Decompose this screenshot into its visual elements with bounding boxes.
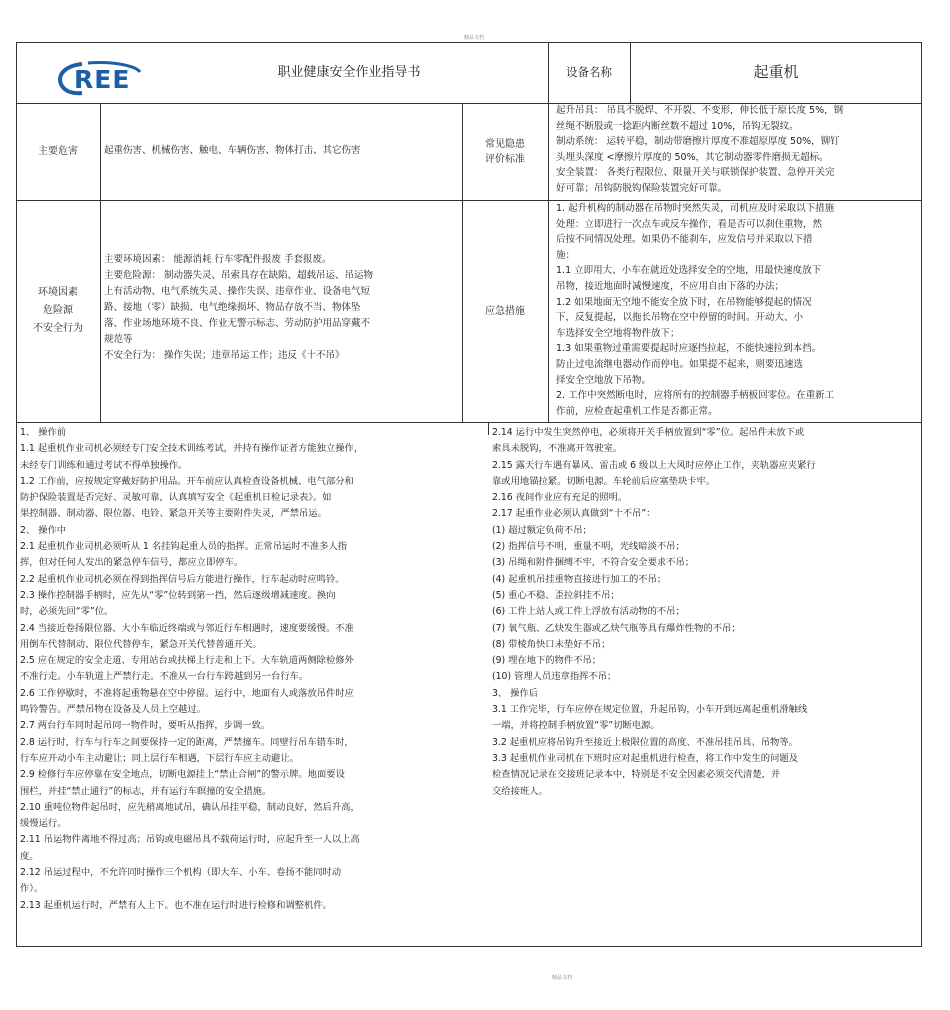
header-watermark-text: 精品文档 (464, 35, 485, 41)
hidden-danger-label (462, 103, 548, 200)
procedure-line: 挥，但对任何人发出的紧急停车信号，都应立即停车。 (20, 557, 244, 569)
procedure-line: 作）。 (20, 883, 44, 895)
hidden-danger-label-line: 评价标准 (485, 153, 525, 165)
procedure-line: 检查情况记录在交接班记录本中，特别是不安全因素必须交代清楚，并 (492, 769, 781, 781)
procedure-line: 1.2 工作前，应按规定穿戴好防护用品。开车前应认真检查设备机械、电气部分和 (20, 475, 354, 487)
procedure-line: (7) 氧气瓶、乙炔发生器或乙炔气瓶等具有爆炸性物的不吊； (492, 622, 741, 634)
column-divider (100, 103, 101, 422)
procedure-line: 缓慢运行。 (20, 818, 67, 830)
environment-line: 规范等 (104, 334, 133, 345)
emergency-line: 后按不同情况处理。如果仍不能刹车，应发信号并采取以下措 (556, 234, 813, 246)
environment-label (16, 200, 100, 422)
footer-watermark-text: 精品文档 (552, 975, 573, 981)
procedure-line: 不准行走。小车轨道上严禁行走。不准从一台行车跨越到另一台行车。 (20, 671, 309, 683)
procedure-line: 2.3 操作控制器手柄时，应先从“零”位转到第一挡，然后逐级增减速度。换向 (20, 589, 336, 601)
environment-line: 主要环境因素： 能源消耗 行车零配件报废 手套报废。 (104, 254, 332, 265)
emergency-line: 防止过电流继电器动作而停电。如果提不起来，则要迅速选 (556, 358, 804, 370)
environment-line: 上有活动物、电气系统失灵、操作失误、违章作业、设备电气短 (104, 286, 371, 297)
procedure-line: 围栏，并挂“禁止通行”的标志，并有运行车瞑撞的安全措施。 (20, 785, 272, 797)
procedure-line: 3.1 工作完毕，行车应停在规定位置，升起吊钩，小车开到远离起重机滑触线 (492, 704, 808, 716)
column-divider (488, 422, 489, 435)
row-divider (16, 422, 922, 423)
emergency-label: 应急措施 (485, 305, 525, 317)
procedure-line: 行车应开动小车主动避让；同上层行车相遇，下层行车应主动避让。 (20, 752, 299, 764)
procedure-line: 一端，并将控制手柄放置“零”切断电源。 (492, 720, 660, 732)
procedure-line: 3.3 起重机作业司机在下班时应对起重机进行检查，将工作中发生的问题及 (492, 752, 798, 764)
procedure-line: 2.13 起重机运行时，严禁有人上下。也不准在运行时进行检修和调整机件。 (20, 899, 332, 911)
emergency-line: 下，反复提起，以拖长吊物在空中停留的时间。开动大、小 (556, 312, 804, 324)
environment-line: 不安全行为： 操作失误；违章吊运工作；违反《十不吊》 (104, 350, 345, 361)
document-title: 职业健康安全作业指导书 (277, 65, 421, 80)
procedure-line: 2.8 运行时，行车与行车之间要保持一定的距离，严禁撞车。同壁行吊车错车时， (20, 736, 354, 748)
emergency-line: 1.2 如果地面无空地不能安全放下时，在吊物能够提起的情况 (556, 296, 812, 308)
procedure-line: 2.9 检修行车应停靠在安全地点，切断电源挂上“禁止合闸”的警示牌。地面要设 (20, 769, 345, 781)
criteria-line: 安全装置： 各类行程限位、限量开关与联锁保护装置、急停开关完 (556, 167, 835, 178)
environment-label-line: 危险源 (43, 305, 73, 316)
procedure-line: 2、 操作中 (20, 524, 67, 536)
procedure-line: 靠或用地锚拉紧。切断电源。车轮前后应塞垫块卡牢。 (492, 475, 716, 487)
criteria-line: 头埋头深度 <摩擦片厚度的 50%，其它制动器零件磨损无超标。 (556, 151, 829, 163)
procedure-line: 3、 操作后 (492, 687, 539, 699)
emergency-line: 2. 工作中突然断电时，应将所有的控制器手柄板回零位。在重新工 (556, 390, 835, 402)
procedure-line: (2) 指挥信号不明，重量不明，光线暗淡不吊； (492, 541, 685, 553)
procedure-line: 1、 操作前 (20, 427, 67, 438)
environment-label-line: 环境因素 (38, 287, 78, 298)
hidden-danger-label-line: 常见隐患 (485, 138, 525, 150)
procedure-line: 2.4 当接近卷扬限位器、大小车临近终端或与邻近行车相遇时，速度要缓慢。不准 (20, 622, 354, 634)
procedure-line: 防护保险装置是否完好、灵敏可靠，认真填写安全《起重机日检记录表》。如 (20, 492, 332, 504)
procedure-line: 2.10 重吨位物件起吊时，应先稍离地试吊，确认吊挂平稳，制动良好，然后升高， (20, 801, 360, 813)
procedure-line: 果控制器、制动器、限位器、电铃、紧急开关等主要附件失灵，严禁吊运。 (20, 508, 327, 520)
procedure-line: 索具未脱钩，不准离开驾驶室。 (492, 443, 623, 455)
hazard-value: 起重伤害、机械伤害、触电、车辆伤害、物体打击、其它伤害 (104, 145, 361, 156)
hazard-label: 主要危害 (38, 146, 78, 157)
emergency-measures (556, 201, 918, 419)
emergency-line: 择安全空地放下吊物。 (556, 374, 652, 386)
procedure-line: 2.16 夜间作业应有充足的照明。 (492, 492, 628, 504)
procedure-line: 鸣铃警告。严禁吊物在设备及人员上空越过。 (20, 704, 206, 716)
equipment-label: 设备名称 (566, 65, 612, 79)
emergency-line: 作前，应检查起重机工作是否都正常。 (556, 405, 718, 417)
procedure-left-column (20, 425, 485, 914)
procedure-line: (5) 重心不稳、歪拉斜挂不吊； (492, 589, 620, 601)
procedure-line: (6) 工件上站人或工件上浮放有活动物的不吊； (492, 606, 685, 618)
procedure-line: 2.14 运行中发生突然停电，必须将开关手柄放置到“零”位。起吊件未放下或 (492, 427, 805, 438)
procedure-line: (10) 管理人员违章指挥不吊； (492, 671, 617, 683)
procedure-line: 时，必须先回“零”位。 (20, 606, 114, 618)
criteria-line: 丝绳不断股或一捻距内断丝数不超过 10%，吊钩无裂纹。 (556, 120, 799, 132)
procedure-line: (8) 带棱角快口未垫好不吊； (492, 638, 611, 650)
procedure-line: 1.1 起重机作业司机必须经专门安全技术训练考试，并持有操作证者方能独立操作， (20, 443, 364, 455)
environment-line: 落、作业场地环境不良、作业无警示标志、劳动防护用品穿戴不 (104, 318, 371, 329)
hidden-danger-criteria (556, 103, 918, 196)
emergency-line: 车选择安全空地将物件放下； (556, 327, 680, 339)
emergency-line: 1. 起升机构的制动器在吊物时突然失灵，司机应及时采取以下措施 (556, 203, 835, 214)
emergency-line: 施： (556, 249, 576, 261)
logo-text: REE (74, 65, 131, 94)
equipment-value: 起重机 (753, 63, 799, 81)
procedure-line: (1) 超过额定负荷不吊； (492, 524, 592, 536)
procedure-line: 2.11 吊运物件离地不得过高；吊钩或电磁吊具不载荷运行时，应起升至一人以上高 (20, 834, 360, 846)
criteria-line: 制动系统： 运转平稳，制动带磨擦片厚度不准超原厚度 50%，铆钉 (556, 136, 840, 147)
procedure-line: 未经专门训练和通过考试不得单独操作。 (20, 459, 188, 471)
procedure-line: (9) 埋在地下的物件不吊； (492, 655, 602, 667)
procedure-line: 3.2 起重机应将吊钩升至接近上极限位置的高度、不准吊挂吊具、吊物等。 (492, 736, 798, 748)
procedure-line: 2.2 起重机作业司机必须在得到指挥信号后方能进行操作，行车起动时应鸣铃。 (20, 573, 345, 585)
environment-factors (104, 252, 459, 364)
emergency-line: 1.1 立即用大、小车在就近处选择安全的空地，用最快速度放下 (556, 265, 822, 277)
procedure-line: 2.6 工作停歇时，不准将起重物悬在空中停留。运行中，地面有人或落放吊件时应 (20, 687, 354, 699)
emergency-line: 处理：立即进行一次点车或反车操作，看是否可以刹住重物，然 (556, 218, 823, 230)
criteria-line: 起升吊具： 吊具不脱焊、不开裂、不变形，伸长低于原长度 5%，钢 (556, 105, 844, 116)
procedure-line: 2.15 露天行车遇有暴风、雷击或 6 级以上大风时应停止工作，夹轨器应夹紧行 (492, 459, 816, 471)
emergency-line: 吊物，接近地面时减慢速度，不应用自由下落的办法； (556, 280, 785, 292)
procedure-line: (4) 起重机吊挂重物直接进行加工的不吊； (492, 573, 667, 585)
emergency-line: 1.3 如果重物过重需要提起时应逐挡拉起，不能快速拉到本挡。 (556, 343, 822, 355)
criteria-line: 好可靠；吊钩防脱钩保险装置完好可靠。 (556, 182, 728, 194)
procedure-line: 2.5 应在规定的安全走道、专用站台或扶梯上行走和上下。大车轨道两侧除检修外 (20, 655, 354, 667)
environment-line: 主要危险源： 制动器失灵、吊索具存在缺陷、超载吊运、吊运物 (104, 270, 374, 281)
procedure-line: 2.7 两台行车同时起吊同一物件时，要听从指挥，步调一致。 (20, 720, 271, 732)
procedure-line: (3) 吊绳和附件捆缚不牢，不符合安全要求不吊； (492, 557, 695, 569)
company-logo (54, 60, 144, 102)
environment-line: 路、接地（零）缺损、电气绝缘损坏、物品存放不当、物体坠 (104, 302, 361, 313)
procedure-line: 交给接班人。 (492, 785, 548, 797)
procedure-line: 2.12 吊运过程中，不允许同时操作三个机构（即大车、小车、卷扬不能同时动 (20, 867, 342, 879)
procedure-right-column (492, 425, 918, 800)
procedure-line: 2.17 起重作业必须认真做到“十不吊”： (492, 508, 656, 520)
procedure-line: 2.1 起重机作业司机必须听从 1 名挂钩起重人员的指挥。正常吊运时不准多人指 (20, 541, 348, 553)
procedure-line: 用倒车代替制动、限位代替停车，紧急开关代替普通开关。 (20, 638, 262, 650)
procedure-line: 度。 (20, 850, 39, 862)
environment-label-line: 不安全行为 (33, 323, 83, 334)
